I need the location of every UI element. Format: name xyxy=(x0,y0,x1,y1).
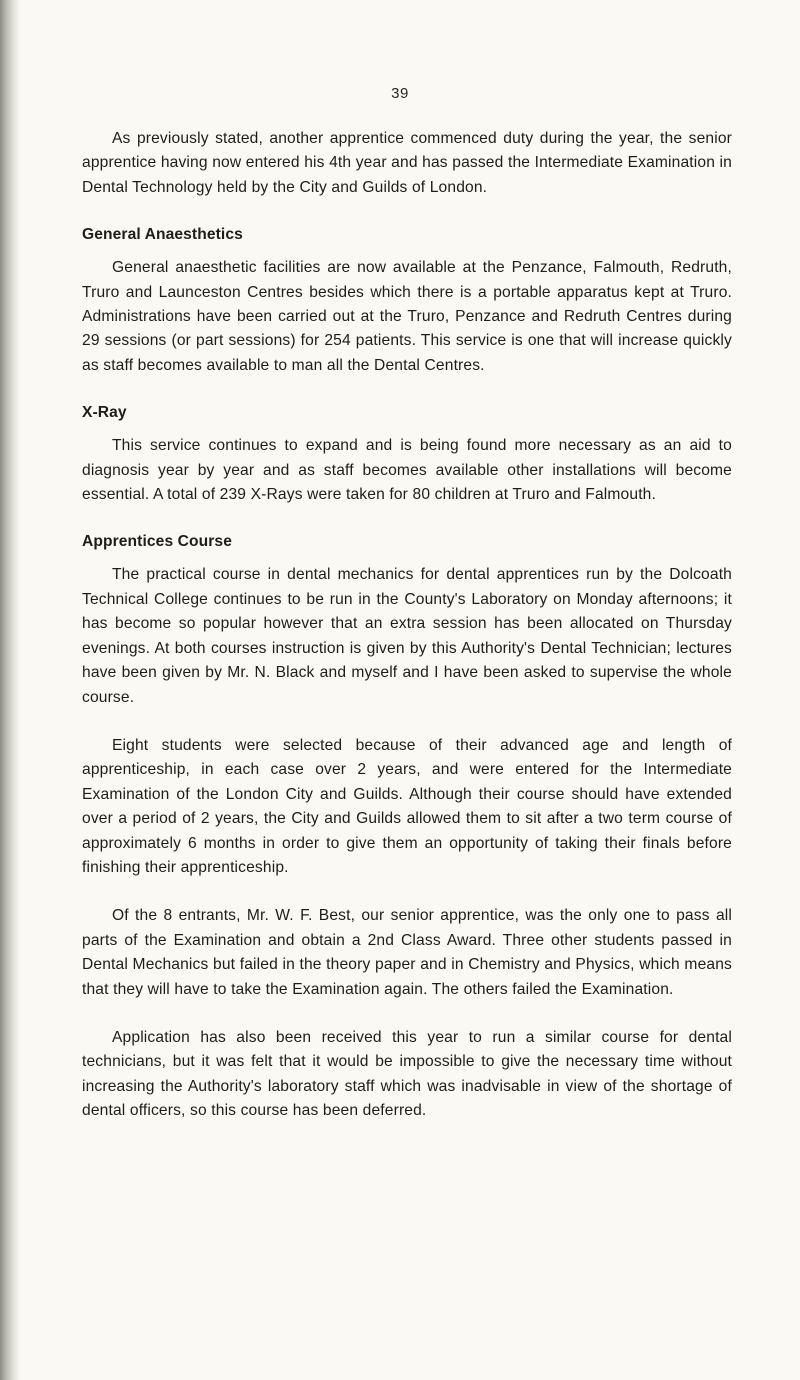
section-heading: X-Ray xyxy=(82,404,127,422)
section-heading: Apprentices Course xyxy=(82,533,232,551)
section-apprentices-course xyxy=(82,531,732,1123)
section-paragraph: Of the 8 entrants, Mr. W. F. Best, our senior apprentice, was the only one to pass all parts of the Examination and obtain a 2nd Class Award. Three other students passed in Dental Mechanics but failed in the theory paper and in Chemistry and Physics, which means that they will have to take the Examination again. The others failed the Examination. xyxy=(82,907,732,998)
section-paragraph: Eight students were selected because of their advanced age and length of apprenticeship, in each case over 2 years, and were entered for the Intermediate Examination of the London City and Guilds. Although their course should have extended over a period of 2 years, the City and Guilds allowed them to sit after a two term course of approximately 6 months in order to give them an opportunity of taking their finals before finishing their apprenticeship. xyxy=(82,736,732,876)
page-binding-edge xyxy=(0,0,20,1380)
section-paragraph: This service continues to expand and is being found more necessary as an aid to diagnosis year by year and as staff becomes available other installations will become essential. A total of 239 X-Rays were taken for 80 children at Truro and Falmouth. xyxy=(82,437,732,504)
section-paragraph: General anaesthetic facilities are now available at the Penzance, Falmouth, Redruth, Truro and Launceston Centres besides which there is a portable apparatus kept at Truro. Administrations have been carried out at the Truro, Penzance and Redruth Centres during 29 sessions (or part sessions) for 254 patients. This service is one that will increase quickly as staff becomes available to man all the Dental Centres. xyxy=(82,259,732,374)
section-heading: General Anaesthetics xyxy=(82,226,243,244)
section-paragraph: The practical course in dental mechanics for dental apprentices run by the Dolcoath Technical College continues to be run in the County's Laboratory on Monday afternoons; it has become so popular however that an extra session has been allocated on Thursday evenings. At both courses instruction is given by this Authority's Dental Technician; lectures have been given by Mr. N. Black and myself and I have been asked to supervise the whole course. xyxy=(82,566,732,706)
page-number: 39 xyxy=(391,85,409,102)
page-content xyxy=(82,127,732,1148)
section-paragraph: Application has also been received this year to run a similar course for dental technicians, but it was felt that it would be impossible to give the necessary time without increasing the Authority's laboratory staff which was inadvisable in view of the shortage of dental officers, so this course has been deferred. xyxy=(82,1028,732,1120)
intro-paragraph: As previously stated, another apprentice commenced duty during the year, the senior apprentice having now entered his 4th year and has passed the Intermediate Examination in Dental Technology held by the City and Guilds of London. xyxy=(82,130,732,196)
section-x-ray xyxy=(82,402,732,507)
section-general-anaesthetics xyxy=(82,224,732,378)
